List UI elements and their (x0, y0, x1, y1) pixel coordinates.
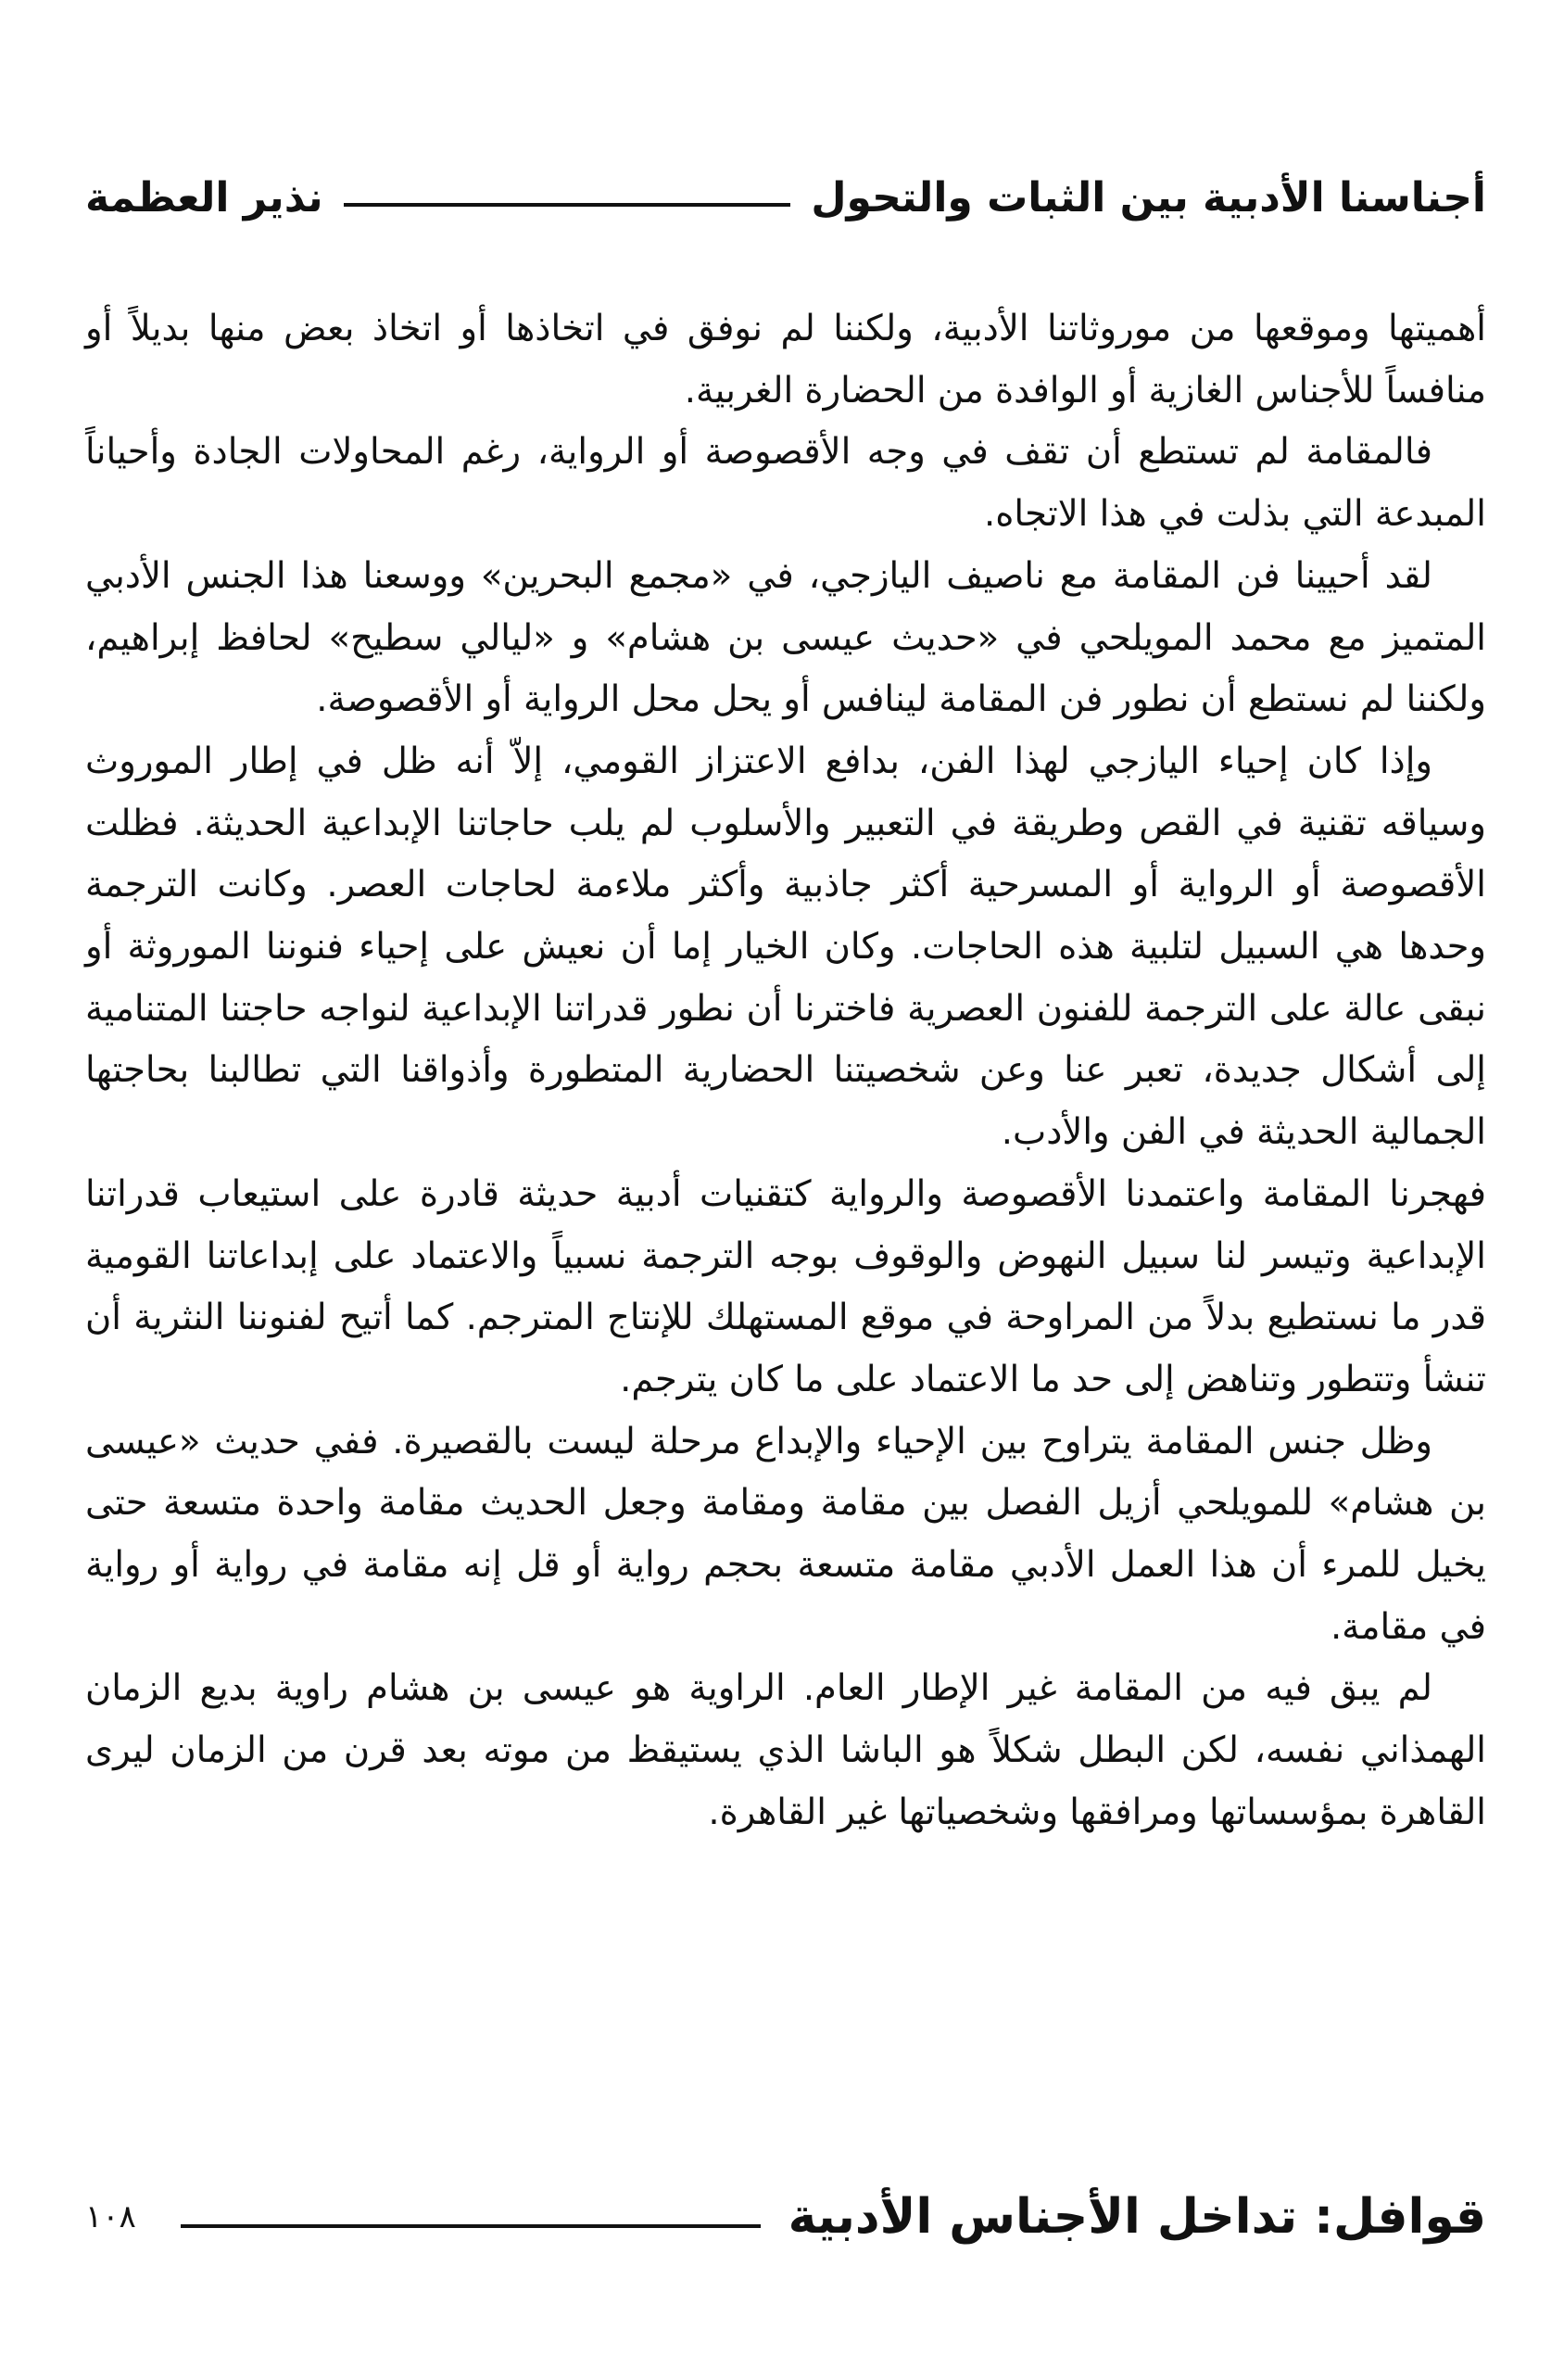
paragraph: فالمقامة لم تستطع أن تقف في وجه الأقصوصة أو الرواية، رغم المحاولات الجادة وأحياناً المبدعة التي بذلت في هذا الاتجاه. (85, 431, 1486, 536)
running-header (85, 156, 1486, 239)
body-text (85, 298, 1486, 1844)
paragraph: أهميتها وموقعها من موروثاتنا الأدبية، ولكننا لم نوفق في اتخاذها أو اتخاذ بعض منها بديلاً أو منافساً للأجناس الغازية أو الوافدة من الحضارة الغربية. (85, 308, 1486, 411)
paragraph: لم يبق فيه من المقامة غير الإطار العام. الراوية هو عيسى بن هشام راوية بديع الزمان الهمذاني نفسه، لكن البطل شكلاً هو الباشا الذي يستيقظ من موته بعد قرن من الزمان ليرى القاهرة بمؤسساتها ومرافقها وشخصياتها غير القاهرة. (85, 1667, 1486, 1833)
footer-rule (181, 2224, 761, 2228)
paragraph: لقد أحيينا فن المقامة مع ناصيف اليازجي، في «مجمع البحرين» ووسعنا هذا الجنس الأدبي المتميز مع محمد المويلحي في «حديث عيسى بن هشام» و «ليالي سطيح» لحافظ إبراهيم، ولكننا لم نستطع أن نطور فن المقامة لينافس أو يحل محل الرواية أو الأقصوصة. (85, 554, 1486, 721)
page-number: ١٠٨ (85, 2198, 136, 2235)
series-title: قوافل: تداخل الأجناس الأدبية (788, 2189, 1486, 2245)
header-rule (344, 203, 791, 207)
author-name: نذير العظمة (85, 173, 323, 222)
running-footer (85, 2171, 1486, 2263)
paragraph: فهجرنا المقامة واعتمدنا الأقصوصة والرواية كتقنيات أدبية حديثة قادرة على استيعاب قدراتنا الإبداعية وتيسر لنا سبيل النهوض والوقوف بوجه الترجمة نسبياً والاعتماد على إبداعاتنا القومية قدر ما نستطيع بدلاً من المراوحة في موقع المستهلك للإنتاج المترجم. كما أتيح لفنوننا النثرية أن تنشأ وتتطور وتناهض إلى حد ما الاعتماد على ما كان يترجم. (85, 1172, 1486, 1400)
paragraph: وإذا كان إحياء اليازجي لهذا الفن، بدافع الاعتزاز القومي، إلاّ أنه ظل في إطار الموروث وسياقه تقنية في القص وطريقة في التعبير والأسلوب لم يلب حاجاتنا الإبداعية الحديثة. فظلت الأقصوصة أو الرواية أو المسرحية أكثر جاذبية وأكثر ملاءمة لحاجات العصر. وكانت الترجمة وحدها هي السبيل لتلبية هذه الحاجات. وكان الخيار إما أن نعيش على إحياء فنوننا الموروثة أو نبقى عالة على الترجمة للفنون العصرية فاخترنا أن نطور قدراتنا الإبداعية لنواجه حاجتنا المتنامية إلى أشكال جديدة، تعبر عنا وعن شخصيتنا الحضارية المتطورة وأذواقنا التي تطالبنا بحاجتها الجمالية الحديثة في الفن والأدب. (85, 740, 1486, 1154)
book-title: أجناسنا الأدبية بين الثبات والتحول (811, 173, 1486, 222)
paragraph: وظل جنس المقامة يتراوح بين الإحياء والإبداع مرحلة ليست بالقصيرة. ففي حديث «عيسى بن هشام» للمويلحي أزيل الفصل بين مقامة ومقامة وجعل الحديث مقامة واحدة متسعة حتى يخيل للمرء أن هذا العمل الأدبي مقامة متسعة بحجم رواية أو قل إنه مقامة في رواية أو رواية في مقامة. (85, 1420, 1486, 1648)
